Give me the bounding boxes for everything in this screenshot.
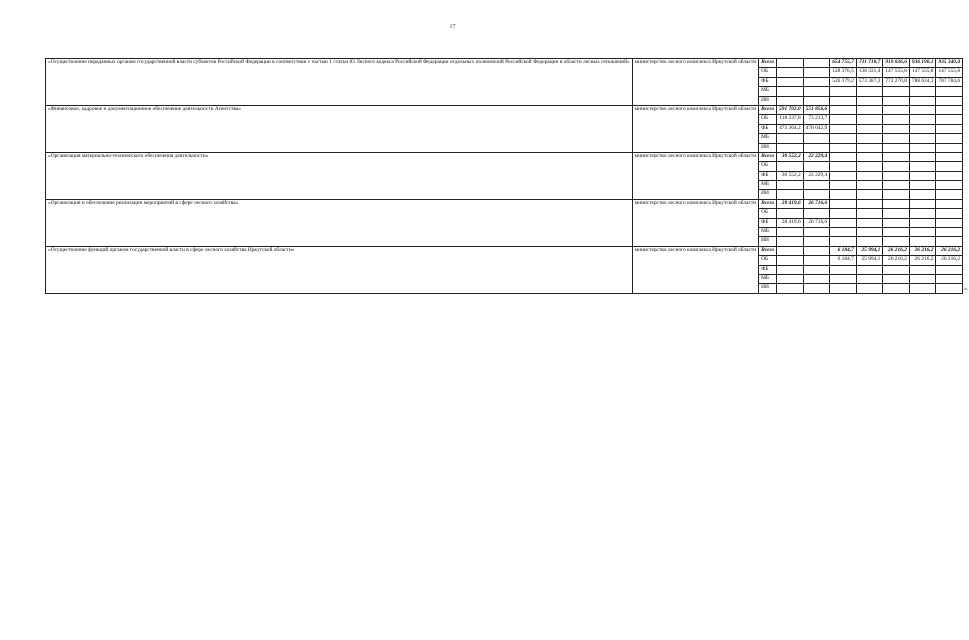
amount-cell	[777, 134, 804, 143]
amount-cell	[909, 96, 936, 105]
amount-cell: 30 552,2	[777, 152, 804, 161]
responsible-executor: министерство лесного комплекса Иркутской области	[632, 105, 758, 152]
funding-source: МБ	[759, 274, 777, 283]
amount-cell: 26 716,6	[803, 199, 830, 208]
amount-cell	[936, 209, 963, 218]
amount-cell	[830, 237, 857, 246]
amount-cell	[803, 134, 830, 143]
amount-cell: 573 387,3	[856, 77, 883, 86]
amount-cell	[830, 218, 857, 227]
amount-cell	[803, 59, 830, 68]
amount-cell: 936 190,1	[909, 59, 936, 68]
amount-cell	[883, 87, 910, 96]
table-row	[46, 152, 963, 161]
amount-cell	[803, 256, 830, 265]
amount-cell	[883, 218, 910, 227]
amount-cell	[830, 171, 857, 180]
amount-cell: 6 184,7	[830, 246, 857, 255]
amount-cell	[830, 87, 857, 96]
amount-cell	[777, 190, 804, 199]
funding-source: ОБ	[759, 68, 777, 77]
funding-source: ОБ	[759, 162, 777, 171]
amount-cell	[856, 284, 883, 293]
amount-cell	[803, 87, 830, 96]
responsible-executor: министерство лесного комплекса Иркутской области	[632, 152, 758, 199]
amount-cell	[936, 87, 963, 96]
amount-cell	[803, 274, 830, 283]
amount-cell	[803, 265, 830, 274]
amount-cell	[883, 162, 910, 171]
amount-cell: 26 216,2	[936, 246, 963, 255]
funding-source: МБ	[759, 87, 777, 96]
page-number: 17	[449, 24, 456, 30]
funding-source: ИИ	[759, 96, 777, 105]
amount-cell	[830, 105, 857, 114]
amount-cell	[883, 143, 910, 152]
amount-cell	[777, 162, 804, 171]
amount-cell: 118 337,8	[777, 115, 804, 124]
amount-cell	[856, 105, 883, 114]
amount-cell	[777, 181, 804, 190]
amount-cell	[883, 134, 910, 143]
funding-source: ФБ	[759, 124, 777, 133]
amount-cell	[883, 181, 910, 190]
funding-source: ФБ	[759, 171, 777, 180]
amount-cell	[936, 124, 963, 133]
amount-cell	[856, 152, 883, 161]
amount-cell	[803, 190, 830, 199]
amount-cell	[830, 228, 857, 237]
amount-cell	[830, 190, 857, 199]
amount-cell	[909, 115, 936, 124]
amount-cell	[883, 171, 910, 180]
amount-cell	[883, 209, 910, 218]
amount-cell	[803, 68, 830, 77]
table-row	[46, 105, 963, 114]
amount-cell	[856, 134, 883, 143]
amount-cell	[803, 77, 830, 86]
amount-cell	[936, 237, 963, 246]
amount-cell	[883, 152, 910, 161]
amount-cell	[936, 181, 963, 190]
amount-cell: 25 994,1	[856, 246, 883, 255]
amount-cell	[883, 265, 910, 274]
amount-cell	[856, 181, 883, 190]
amount-cell	[936, 199, 963, 208]
amount-cell	[936, 265, 963, 274]
amount-cell: 919 826,6	[883, 59, 910, 68]
amount-cell	[777, 59, 804, 68]
amount-cell	[803, 237, 830, 246]
amount-cell: 147 555,8	[909, 68, 936, 77]
funding-source: ИИ	[759, 143, 777, 152]
amount-cell	[830, 134, 857, 143]
amount-cell	[830, 162, 857, 171]
amount-cell	[830, 143, 857, 152]
amount-cell	[936, 171, 963, 180]
amount-cell	[883, 199, 910, 208]
amount-cell	[936, 115, 963, 124]
responsible-executor: министерство лесного комплекса Иркутской области	[632, 246, 758, 293]
amount-cell	[936, 274, 963, 283]
amount-cell	[936, 284, 963, 293]
amount-cell: 147 555,8	[936, 68, 963, 77]
amount-cell	[830, 181, 857, 190]
amount-cell	[777, 228, 804, 237]
amount-cell	[936, 218, 963, 227]
budget-table-body	[46, 59, 963, 294]
funding-source: Всего	[759, 199, 777, 208]
responsible-executor: министерство лесного комплекса Иркутской области	[632, 199, 758, 246]
amount-cell	[909, 152, 936, 161]
amount-cell: 28 419,6	[777, 218, 804, 227]
amount-cell	[830, 199, 857, 208]
amount-cell	[883, 115, 910, 124]
amount-cell	[909, 162, 936, 171]
amount-cell: 526 379,2	[830, 77, 857, 86]
amount-cell	[909, 124, 936, 133]
amount-cell: 30 552,2	[777, 171, 804, 180]
amount-cell	[830, 265, 857, 274]
amount-cell: 551 856,6	[803, 105, 830, 114]
amount-cell	[803, 284, 830, 293]
amount-cell	[777, 265, 804, 274]
amount-cell	[777, 246, 804, 255]
amount-cell: 772 270,8	[883, 77, 910, 86]
funding-source: ИИ	[759, 284, 777, 293]
amount-cell	[777, 68, 804, 77]
amount-cell	[777, 209, 804, 218]
amount-cell	[803, 96, 830, 105]
amount-cell: 25 994,1	[856, 256, 883, 265]
amount-cell	[803, 143, 830, 152]
amount-cell	[883, 237, 910, 246]
amount-cell: 26 216,2	[909, 246, 936, 255]
funding-source: МБ	[759, 134, 777, 143]
amount-cell	[803, 209, 830, 218]
amount-cell	[883, 228, 910, 237]
amount-cell	[909, 284, 936, 293]
amount-cell	[909, 143, 936, 152]
amount-cell: 591 702,0	[777, 105, 804, 114]
table-row	[46, 59, 963, 68]
amount-cell	[777, 284, 804, 293]
funding-source: Всего	[759, 246, 777, 255]
amount-cell	[777, 96, 804, 105]
amount-cell	[909, 105, 936, 114]
amount-cell	[883, 105, 910, 114]
amount-cell: 6 184,7	[830, 256, 857, 265]
amount-cell	[777, 77, 804, 86]
amount-cell	[856, 115, 883, 124]
amount-cell	[936, 228, 963, 237]
amount-cell: 73 213,7	[803, 115, 830, 124]
amount-cell	[909, 274, 936, 283]
amount-cell	[803, 162, 830, 171]
activity-name: «Финансовое, кадровое и документационное обеспечение деятельности Агентства»	[46, 105, 633, 152]
amount-cell: 138 331,4	[856, 68, 883, 77]
amount-cell	[883, 274, 910, 283]
amount-cell	[856, 162, 883, 171]
amount-cell	[909, 265, 936, 274]
table-row	[46, 246, 963, 255]
amount-cell: 787 784,6	[936, 77, 963, 86]
amount-cell	[909, 209, 936, 218]
amount-cell	[936, 143, 963, 152]
amount-cell	[909, 190, 936, 199]
amount-cell	[777, 237, 804, 246]
responsible-executor: министерство лесного комплекса Иркутской области	[632, 59, 758, 106]
funding-source: ОБ	[759, 115, 777, 124]
amount-cell	[856, 124, 883, 133]
amount-cell	[856, 228, 883, 237]
amount-cell	[830, 209, 857, 218]
amount-cell: 26 216,2	[936, 256, 963, 265]
amount-cell	[803, 246, 830, 255]
activity-name: «Организация материально-технического обеспечения деятельности»	[46, 152, 633, 199]
funding-source: МБ	[759, 181, 777, 190]
amount-cell	[856, 171, 883, 180]
amount-cell: 654 755,7	[830, 59, 857, 68]
amount-cell	[936, 105, 963, 114]
amount-cell	[856, 199, 883, 208]
funding-source: ФБ	[759, 218, 777, 227]
amount-cell: 26 216,2	[909, 256, 936, 265]
amount-cell	[856, 209, 883, 218]
amount-cell	[883, 124, 910, 133]
amount-cell	[830, 274, 857, 283]
amount-cell	[909, 199, 936, 208]
amount-cell	[909, 237, 936, 246]
amount-cell	[909, 228, 936, 237]
amount-cell	[936, 134, 963, 143]
amount-cell	[856, 274, 883, 283]
funding-source: ФБ	[759, 265, 777, 274]
funding-source: Всего	[759, 59, 777, 68]
amount-cell	[909, 171, 936, 180]
funding-source: ИИ	[759, 190, 777, 199]
amount-cell	[777, 87, 804, 96]
amount-cell	[830, 96, 857, 105]
amount-cell: 473 364,2	[777, 124, 804, 133]
amount-cell	[856, 96, 883, 105]
funding-source: ОБ	[759, 209, 777, 218]
amount-cell: 147 555,8	[883, 68, 910, 77]
amount-cell	[936, 152, 963, 161]
amount-cell: 28 419,6	[777, 199, 804, 208]
amount-cell	[830, 115, 857, 124]
amount-cell	[936, 190, 963, 199]
table-row	[46, 199, 963, 208]
amount-cell	[777, 143, 804, 152]
activity-name: «Осуществление функций органом государственной власти в сфере лесного хозяйства Иркутской области»	[46, 246, 633, 293]
amount-cell: 711 718,7	[856, 59, 883, 68]
amount-cell	[936, 162, 963, 171]
amount-cell	[909, 134, 936, 143]
amount-cell: 26 216,2	[883, 246, 910, 255]
amount-cell	[777, 256, 804, 265]
amount-cell	[856, 265, 883, 274]
funding-source: ОБ	[759, 256, 777, 265]
amount-cell	[777, 274, 804, 283]
amount-cell	[936, 96, 963, 105]
amount-cell	[883, 190, 910, 199]
amount-cell	[856, 218, 883, 227]
amount-cell: 478 642,9	[803, 124, 830, 133]
amount-cell: 22 229,4	[803, 171, 830, 180]
amount-cell	[883, 284, 910, 293]
amount-cell	[856, 190, 883, 199]
funding-source: ФБ	[759, 77, 777, 86]
funding-source: Всего	[759, 152, 777, 161]
budget-table	[45, 58, 963, 294]
end-mark: ».	[964, 285, 969, 292]
amount-cell	[883, 96, 910, 105]
amount-cell: 26 716,6	[803, 218, 830, 227]
activity-name: «Осуществление переданных органам государственной власти субъектов Российской Федерации в соответствии с частью 1 статьи 83 Лесного кодекса Российской Федерации отдельных полномочий Российской Федерации в области лесных отношений»	[46, 59, 633, 106]
activity-name: «Организация и обеспечение реализации мероприятий в сфере лесного хозяйства»	[46, 199, 633, 246]
funding-source: МБ	[759, 228, 777, 237]
amount-cell: 22 229,4	[803, 152, 830, 161]
amount-cell	[830, 124, 857, 133]
amount-cell	[803, 228, 830, 237]
amount-cell	[803, 181, 830, 190]
funding-source: ИИ	[759, 237, 777, 246]
amount-cell	[830, 152, 857, 161]
amount-cell	[856, 143, 883, 152]
amount-cell	[856, 87, 883, 96]
amount-cell: 128 376,5	[830, 68, 857, 77]
amount-cell	[909, 218, 936, 227]
amount-cell: 26 216,2	[883, 256, 910, 265]
amount-cell	[856, 237, 883, 246]
amount-cell	[830, 284, 857, 293]
amount-cell: 935 340,4	[936, 59, 963, 68]
amount-cell	[909, 87, 936, 96]
funding-source: Всего	[759, 105, 777, 114]
amount-cell	[909, 181, 936, 190]
amount-cell: 788 634,3	[909, 77, 936, 86]
